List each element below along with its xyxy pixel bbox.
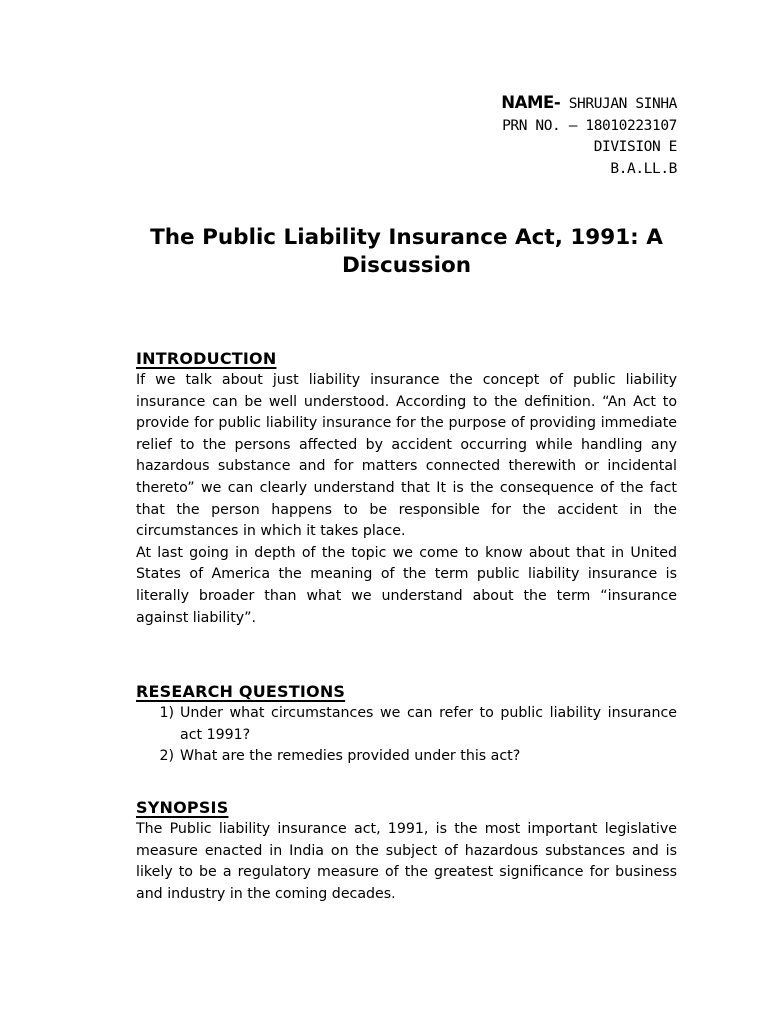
list-item <box>136 703 677 746</box>
synopsis-paragraph: The Public liability insurance act, 1991, is the most important legislative measure enacted in India on the subject of hazardous substances and is likely to be a regulatory measure of the greatest significance for business and industry in the coming decades. <box>136 821 677 902</box>
course: B.A.LL.B <box>610 160 677 177</box>
research-questions-section <box>136 681 677 768</box>
introduction-heading: INTRODUCTION <box>136 349 277 368</box>
division: DIVISION E <box>593 139 677 155</box>
introduction-paragraph-1: If we talk about just liability insurance the concept of public liability insurance can be well understood. According to the definition. “An Act to provide for public liability insurance for the purpose of providing immediate relief to the persons affected by accident occurring while handling any hazardous substance and for matters connected therewith or incidental thereto” we can clearly understand that It is the consequence of the fact that the person happens to be responsible for the accident in the circumstances in which it takes place. <box>136 372 677 540</box>
list-item <box>136 746 677 768</box>
synopsis-section <box>136 797 677 905</box>
list-item-number: 2) <box>159 748 174 765</box>
list-item-text: Under what circumstances we can refer to public liability insurance act 1991? <box>180 705 677 743</box>
research-questions-heading: RESEARCH QUESTIONS <box>136 682 346 701</box>
prn-number: PRN NO. – 18010223107 <box>502 117 677 134</box>
list-item-number: 1) <box>159 705 174 721</box>
synopsis-heading: SYNOPSIS <box>136 798 229 817</box>
author-name: SHRUJAN SINHA <box>560 96 677 112</box>
author-details <box>501 92 677 180</box>
list-item-text: What are the remedies provided under this act? <box>180 748 521 765</box>
name-label: NAME- <box>501 93 561 112</box>
introduction-section <box>136 348 677 629</box>
research-questions-list <box>136 703 677 768</box>
document-title: The Public Liability Insurance Act, 1991: A Discussion <box>150 225 663 278</box>
introduction-paragraph-2: At last going in depth of the topic we come to know about that in United States of America the meaning of the term public liability insurance is literally broader than what we understand about the term “insurance against liability”. <box>136 544 677 626</box>
author-name-line <box>501 92 677 116</box>
